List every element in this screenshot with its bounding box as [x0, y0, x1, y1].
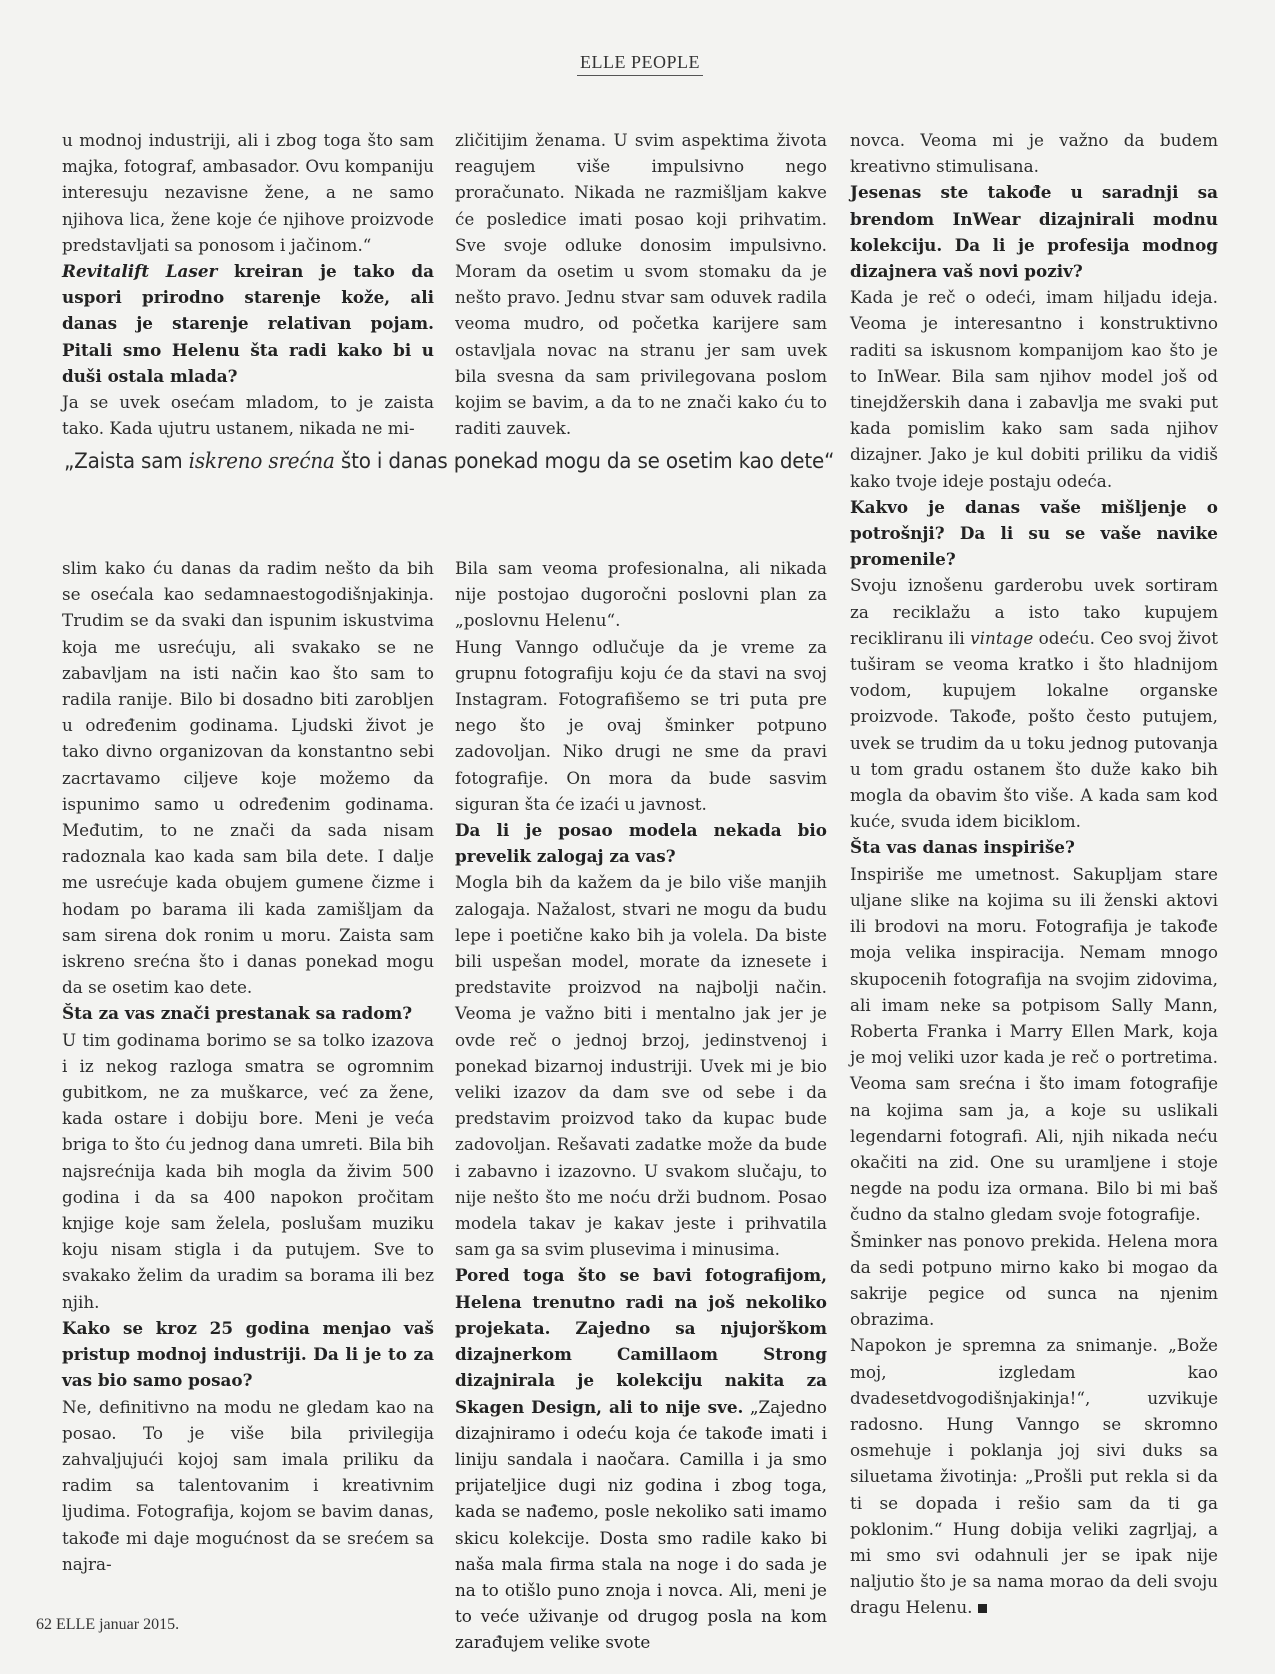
pull-quote — [64, 449, 835, 473]
pull-quote-emphasis: iskreno srećna — [188, 449, 335, 473]
column-3 — [850, 127, 1218, 1621]
body-paragraph — [850, 1332, 1218, 1620]
page-folio: 62 ELLE januar 2015. — [36, 1616, 180, 1633]
question-paragraph — [62, 258, 434, 389]
paragraph-text: slim kako ću danas da radim nešto da bih se osećala kao sedamnaestogodišnjakinja. Trudim se da svaki dan ispunim iskustvima koja me usrećuju, ali svakako se ne zabavljam na isti način kao što sam to radila ranije. Bilo bi dosadno biti zarobljen u određenim godinama. Ljudski život je tako divno organizovan da konstantno sebi zacrtavamo ciljeve koje možemo da ispunimo samo u određenim godinama. Međutim, to ne znači da sada nisam radoznala kao kada sam bila dete. I dalje me usrećuje kada obujem gumene čizme i hodam po barama ili kada zamišljam da sam sirena dok ronim u moru. Zaista sam iskreno srećna što i danas ponekad mogu da se osetim kao dete. — [62, 558, 434, 998]
paragraph-text: Mogla bih da kažem da je bilo više manjih zalogaja. Nažalost, stvari ne mogu da budu lepe i poetične kako bih ja volela. Da biste bili uspešan model, morate da iznesete i predstavite proizvod na najbolji način. Veoma je važno biti i mentalno jak jer je ovde reč o jednoj brzoj, jedinstvenoj i ponekad bizarnoj industriji. Uvek mi je bio veliki izazov da dam sve od sebe i da predstavim proizvod tako da kupac bude zadovoljan. Rešavati zadatke može da bude i zabavno i izazovno. U svakom slučaju, to nije nešto što me noću drži budnom. Posao modela takav je kakav jeste i prihvatila sam ga sa svim plusevima i minusima. — [455, 872, 827, 1260]
paragraph-text: Hung Vanngo odlučuje da je vreme za grupnu fotografiju koju će da stavi na svoj Instagram. Fotografišemo se tri puta pre nego što je ovaj šminker potpuno zadovoljan. Niko drugi ne sme da pravi fotografije. On mora da bude sasvim siguran šta će izaći u javnost. — [455, 636, 827, 814]
body-paragraph — [62, 389, 434, 441]
paragraph-text: odeću. Ceo svoj život tuširam se veoma kratko i što hladnijom vodom, kupujem lokalne organske proizvode. Takođe, pošto često putujem, uvek se trudim da u toku jednog putovanja u tom gradu ostanem što duže kako bih mogla da obavim što više. A kada sam kod kuće, svuda idem biciklom. — [850, 627, 1218, 832]
body-paragraph — [850, 127, 1218, 179]
question-paragraph — [62, 1315, 434, 1394]
body-paragraph — [62, 1394, 434, 1577]
end-of-article-mark — [978, 1604, 987, 1613]
paragraph-text: Pored toga što se bavi fotografijom, Helena trenutno radi na još nekoliko projekata. Zajedno sa njujorškom dizajnerkom Camillaom Strong dizajnirala je kolekciju nakita za Skagen Design, ali to nije sve. — [455, 1265, 827, 1417]
pull-quote-post: što i danas ponekad mogu da se osetim kao dete“ — [334, 449, 835, 473]
body-paragraph — [455, 127, 827, 441]
paragraph-text: Svoju iznošenu garderobu uvek sortiram za reciklažu a isto tako kupujem recikliranu ili — [850, 575, 1218, 648]
pull-quote-pre: „Zaista sam — [64, 449, 189, 473]
body-paragraph — [850, 572, 1218, 834]
column-2-top — [455, 127, 827, 441]
paragraph-text: Napokon je spremna za snimanje. „Bože moj, izgledam kao dvadesetdvogodišnjakinja!“, uzvikuje radosno. Hung Vanngo se skromno osmehuje i poklanja joj sivi duks sa siluetama životinja: „Prošli put rekla si da ti se dopada i rešio sam da ti ga poklonim.“ Hung dobija veliki zagrljaj, a mi smo svi odahnuli jer se ipak nije naljutio što je sa nama morao da deli svoju dragu Helenu. — [850, 1335, 1218, 1618]
paragraph-text: Kako se kroz 25 godina menjao vaš pristup modnoj industriji. Da li je to za vas bio samo posao? — [62, 1317, 434, 1391]
paragraph-text: Bila sam veoma profesionalna, ali nikada nije postojao dugoročni poslovni plan za „poslovnu Helenu“. — [455, 558, 827, 631]
paragraph-text: Šta za vas znači prestanak sa radom? — [62, 1003, 413, 1024]
question-paragraph — [455, 1262, 827, 1655]
italic-term: vintage — [970, 627, 1034, 648]
question-paragraph — [62, 1000, 434, 1026]
paragraph-text: Jesenas ste takođe u saradnji sa brendom InWear dizajnirali modnu kolekciju. Da li je profesija modnog dizajnera vaš novi poziv? — [850, 182, 1218, 282]
paragraph-text: Ne, definitivno na modu ne gledam kao na posao. To je više bila privilegija zahvaljujući kojoj sam imala priliku da radim sa talentovanim i kreativnim ljudima. Fotografija, kojom se bavim danas, takođe mi daje mogućnost da se srećem sa najra- — [62, 1396, 434, 1574]
paragraph-continuation: „Zajedno dizajniramo i odeću koja će takođe imati i liniju sandala i naočara. Camilla i ja smo prijateljice dugi niz godina i zbog toga, kada se nađemo, posle nekoliko sati imamo skicu kolekcije. Dosta smo radile kako bi naša mala firma stala na noge i do sada je na to otišlo puno znoja i novca. Ali, meni je to veće uživanje od drugog posla na kom zarađujem velike svote — [455, 1396, 827, 1653]
paragraph-text: kreiran je tako da uspori prirodno starenje kože, ali danas je starenje relativan pojam. Pitali smo Helenu šta radi kako bi u duši ostala mlada? — [62, 261, 434, 386]
body-paragraph — [850, 284, 1218, 494]
question-paragraph — [455, 817, 827, 869]
section-header: ELLE PEOPLE — [577, 52, 703, 76]
column-1-top — [62, 127, 434, 441]
paragraph-text: u modnoj industriji, ali i zbog toga što sam majka, fotograf, ambasador. Ovu kompaniju interesuju nezavisne žene, a ne samo njihova lica, žene koje će njihove proizvode predstavljati sa ponosom i jačinom.“ — [62, 130, 434, 255]
question-paragraph — [850, 179, 1218, 284]
column-2-bottom — [455, 555, 827, 1656]
body-paragraph — [850, 1228, 1218, 1333]
question-paragraph — [850, 834, 1218, 860]
column-1-bottom — [62, 555, 434, 1577]
paragraph-text: Šta vas danas inspiriše? — [850, 837, 1075, 858]
body-paragraph — [455, 555, 827, 634]
body-paragraph — [455, 634, 827, 817]
body-paragraph — [62, 1027, 434, 1315]
paragraph-text: Inspiriše me umetnost. Sakupljam stare uljane slike na kojima su ili ženski aktovi ili brodovi na moru. Fotografija je takođe moja velika inspiracija. Nemam mnogo skupocenih fotografija na svojim zidovima, ali imam neke sa potpisom Sally Mann, Roberta Franka i Marry Ellen Mark, koja je moj veliki uzor kada je reč o portretima. Veoma sam srećna i što imam fotografije na kojima sam ja, a koje su uslikali legendarni fotografi. Ali, njih nikada neću okačiti na zid. One su uramljene i stoje negde na podu iza ormana. Bilo bi mi baš čudno da stalno gledam svoje fotografije. — [850, 863, 1218, 1225]
paragraph-text: Kakvo je danas vaše mišljenje o potrošnji? Da li su se vaše navike promenile? — [850, 496, 1218, 570]
body-paragraph — [850, 861, 1218, 1228]
paragraph-text: Kada je reč o odeći, imam hiljadu ideja. Veoma je interesantno i konstruktivno raditi sa iskusnom kompanijom kao što je to InWear. Bila sam njihov model još od tinejdžerskih dana i zabavlja me svaki put kada pomislim kako sam sada njihov dizajner. Jako je kul dobiti priliku da vidiš kako tvoje ideje postaju odeća. — [850, 287, 1218, 491]
paragraph-text: Da li je posao modela nekada bio prevelik zalogaj za vas? — [455, 820, 827, 867]
paragraph-text: U tim godinama borimo se sa tolko izazova i iz nekog razloga smatra se ogromnim gubitkom, ne za muškarce, već za žene, kada ostare i dobiju bore. Meni je veća briga to što ću jednog dana umreti. Bila bih najsrećnija kada bih mogla da živim 500 godina i da sa 400 napokon pročitam knjige koje sam želela, poslušam muziku koju nisam stigla i da putujem. Sve to svakako želim da uradim sa borama ili bez njih. — [62, 1029, 434, 1312]
paragraph-text: Šminker nas ponovo prekida. Helena mora da sedi potpuno mirno kako bi mogao da sakrije pegice od sunca na njenim obrazima. — [850, 1230, 1218, 1330]
body-paragraph — [62, 127, 434, 258]
paragraph-text: zličitijim ženama. U svim aspektima života reagujem više impulsivno nego proračunato. Nikada ne razmišljam kakve će posledice imati posao koji prihvatim. Sve svoje odluke donosim impulsivno. Moram da osetim u svom stomaku da je nešto pravo. Jednu stvar sam oduvek radila veoma mudro, od početka karijere sam ostavljala novac na stranu jer sam uvek bila svesna da sam privilegovana poslom kojim se bavim, a da to ne znači kako ću to raditi zauvek. — [455, 130, 827, 439]
italic-term: Revitalift Laser — [62, 261, 218, 282]
body-paragraph — [62, 555, 434, 1000]
body-paragraph — [455, 869, 827, 1262]
paragraph-text: Ja se uvek osećam mladom, to je zaista tako. Kada ujutru ustanem, nikada ne mi- — [62, 392, 434, 439]
paragraph-text: novca. Veoma mi je važno da budem kreativno stimulisana. — [850, 130, 1218, 177]
question-paragraph — [850, 494, 1218, 573]
